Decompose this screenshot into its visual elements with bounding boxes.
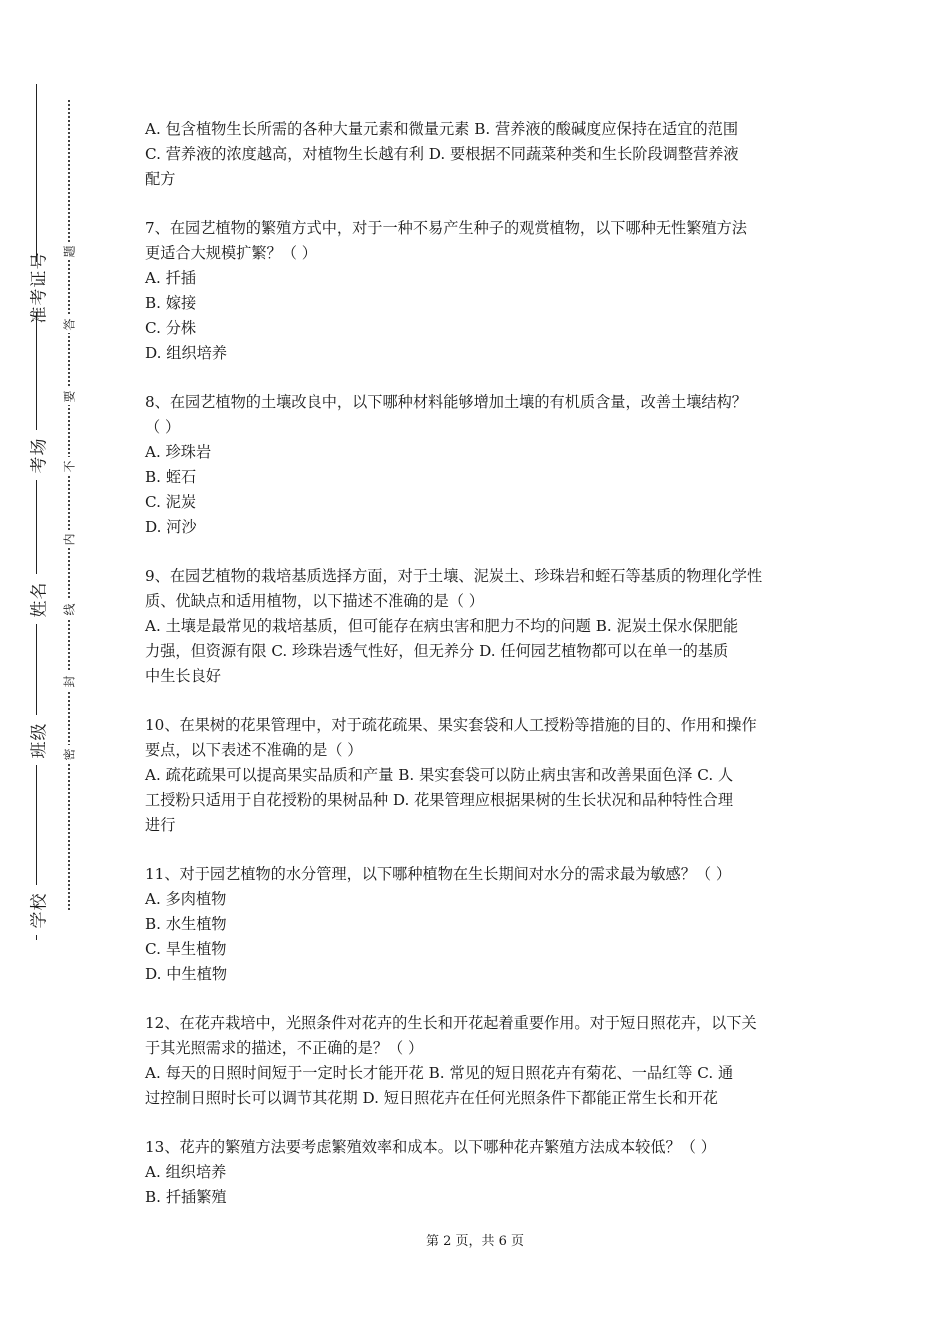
seal-char: 不 — [59, 457, 79, 475]
seal-char: 线 — [59, 600, 79, 618]
seal-char: 密 — [59, 745, 79, 763]
question-content — [145, 117, 813, 1210]
question-13: 13、花卉的繁殖方法要考虑繁殖效率和成本。以下哪种花卉繁殖方法成本较低？（ ） — [145, 1138, 716, 1156]
exam-room-label: 考场 — [22, 430, 52, 480]
option: A. 珍珠岩 — [145, 443, 212, 461]
text-line: 进行 — [145, 816, 176, 834]
text-line: 力强，但资源有限 C. 珍珠岩透气性好，但无养分 D. 任何园艺植物都可以在单一的基质 — [145, 642, 729, 660]
option: A. 多肉植物 — [145, 890, 227, 908]
text-line: 配方 — [145, 170, 176, 188]
question-11: 11、对于园艺植物的水分管理，以下哪种植物在生长期间对水分的需求最为敏感？（ ） — [145, 865, 732, 883]
option: A. 扦插 — [145, 269, 196, 287]
option: C. 泥炭 — [145, 493, 197, 511]
text-line: 要点，以下表述不准确的是（ ） — [145, 741, 363, 759]
question-9: 9、在园艺植物的栽培基质选择方面，对于土壤、泥炭土、珍珠岩和蛭石等基质的物理化学性 — [145, 567, 763, 585]
option: B. 水生植物 — [145, 915, 227, 933]
text-line: A. 包含植物生长所需的各种大量元素和微量元素 B. 营养液的酸碱度应保持在适宜的范围 — [145, 120, 739, 138]
option: B. 嫁接 — [145, 294, 197, 312]
seal-char: 要 — [59, 387, 79, 405]
text-line: （ ） — [145, 418, 181, 436]
text-line: 中生长良好 — [145, 667, 221, 685]
seal-char: 封 — [59, 672, 79, 690]
binding-solid-line — [36, 84, 37, 940]
school-label: 学校 — [22, 885, 52, 935]
text-line: 过控制日照时长可以调节其花期 D. 短日照花卉在任何光照条件下都能正常生长和开花 — [145, 1089, 718, 1107]
seal-char: 答 — [59, 315, 79, 333]
text-line: A. 每天的日照时间短于一定时长才能开花 B. 常见的短日照花卉有菊花、一品红等 C. 通 — [145, 1064, 734, 1082]
option: C. 分株 — [145, 319, 197, 337]
option: D. 河沙 — [145, 518, 197, 536]
text-line: 于其光照需求的描述，不正确的是？（ ） — [145, 1039, 424, 1057]
text-line: C. 营养液的浓度越高，对植物生长越有利 D. 要根据不同蔬菜种类和生长阶段调整营养液 — [145, 145, 739, 163]
option: A. 组织培养 — [145, 1163, 227, 1181]
seal-char: 题 — [59, 242, 79, 260]
question-7: 7、在园艺植物的繁殖方式中，对于一种不易产生种子的观赏植物，以下哪种无性繁殖方法 — [145, 219, 747, 237]
option: B. 蛭石 — [145, 468, 197, 486]
class-label: 班级 — [22, 715, 52, 765]
text-line: A. 疏花疏果可以提高果实品质和产量 B. 果实套袋可以防止病虫害和改善果面色泽 C. 人 — [145, 766, 734, 784]
option: C. 旱生植物 — [145, 940, 227, 958]
question-8: 8、在园艺植物的土壤改良中，以下哪种材料能够增加土壤的有机质含量，改善土壤结构？ — [145, 393, 747, 411]
seal-dotted-line — [68, 100, 70, 910]
option: B. 扦插繁殖 — [145, 1188, 227, 1206]
question-12: 12、在花卉栽培中，光照条件对花卉的生长和开花起着重要作用。对于短日照花卉，以下关 — [145, 1014, 757, 1032]
option: D. 中生植物 — [145, 965, 228, 983]
text-line: 工授粉只适用于自花授粉的果树品种 D. 花果管理应根据果树的生长状况和品种特性合理 — [145, 791, 734, 809]
text-line: A. 土壤是最常见的栽培基质，但可能存在病虫害和肥力不均的问题 B. 泥炭土保水保肥能 — [145, 617, 739, 635]
option: D. 组织培养 — [145, 344, 228, 362]
page-footer: 第 2 页，共 6 页 — [425, 1234, 525, 1249]
text-line: 质、优缺点和适用植物，以下描述不准确的是（ ） — [145, 592, 484, 610]
name-label: 姓名 — [22, 574, 52, 624]
text-line: 更适合大规模扩繁？（ ） — [145, 244, 317, 262]
question-10: 10、在果树的花果管理中，对于疏花疏果、果实套袋和人工授粉等措施的目的、作用和操作 — [145, 716, 757, 734]
seal-char: 内 — [59, 530, 79, 548]
exam-number-label: 准考证号 — [22, 262, 52, 312]
